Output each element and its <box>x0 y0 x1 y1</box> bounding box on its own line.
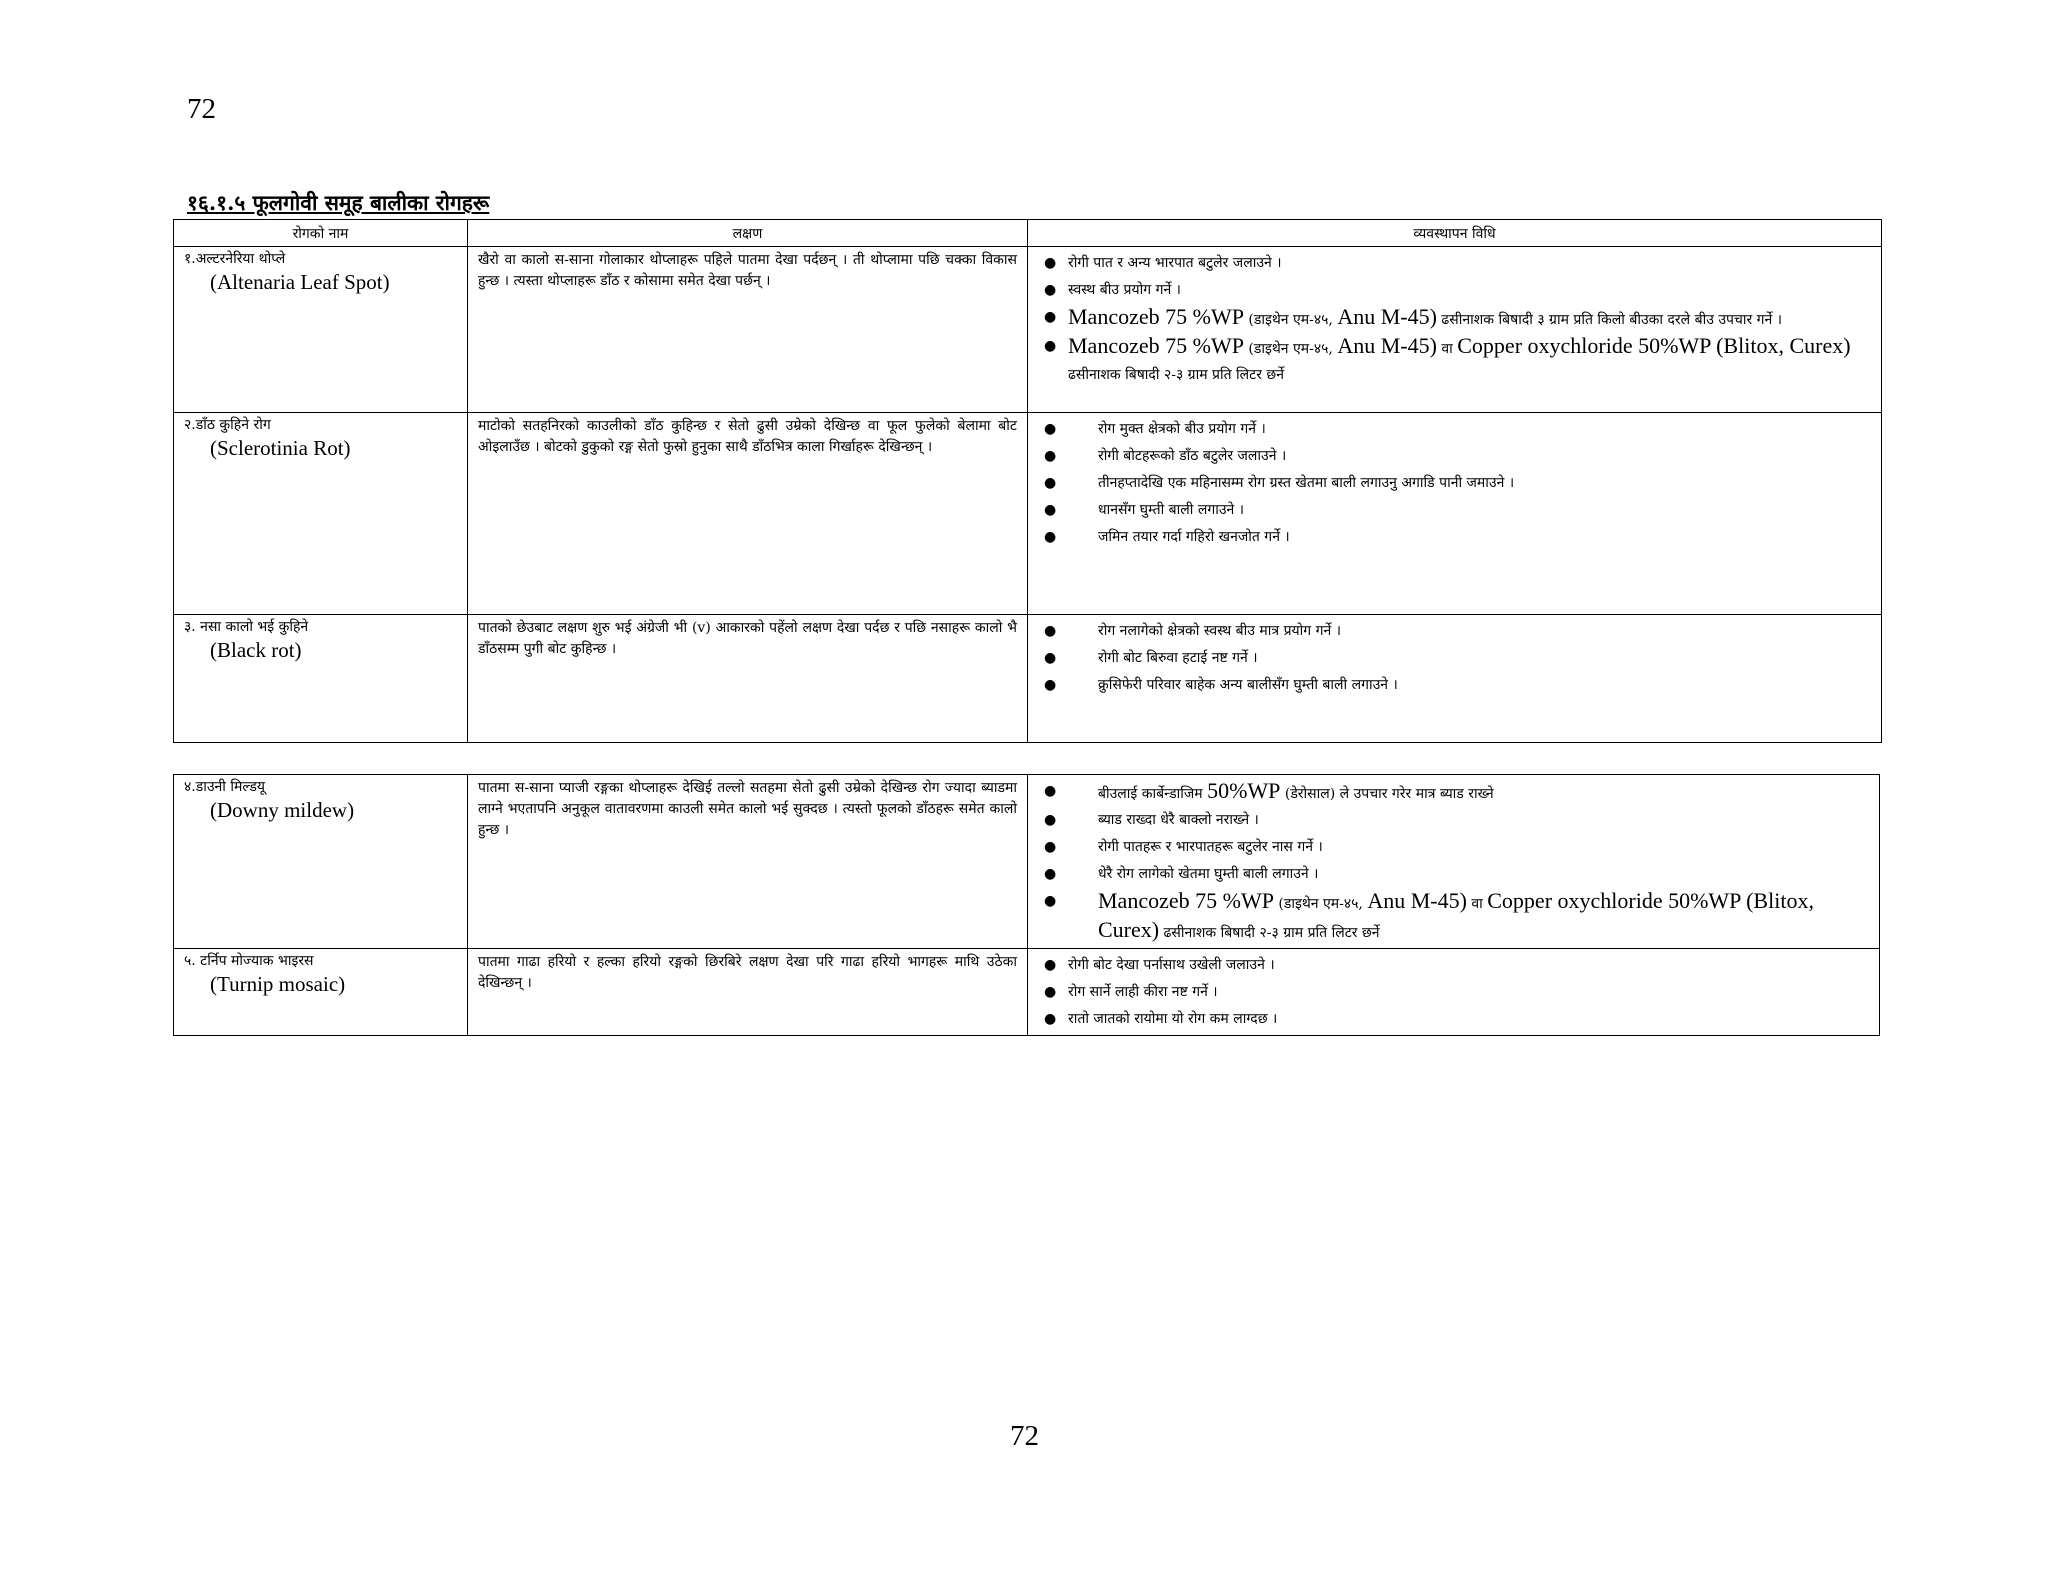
disease-name-english: (Altenaria Leaf Spot) <box>210 270 390 294</box>
bullet-icon: ● <box>1044 529 1057 545</box>
list-item: ● रोगी पात र अन्य भारपात बटुलेर जलाउने । <box>1038 250 1871 277</box>
bullet-icon: ● <box>1044 502 1057 518</box>
table-row <box>174 775 1880 949</box>
bullet-icon: ● <box>1044 677 1057 693</box>
list-item: ● Mancozeb 75 %WP (डाइथेन एम-४५, Anu M-45) वा Copper oxychloride 50%WP (Blitox, Curex) ढसीनाशक बिषादी २-३ ग्राम प्रति लिटर छर्ने <box>1044 333 1851 383</box>
bullet-icon: ● <box>1044 475 1057 491</box>
disease-name-nepali: ४.डाउनी मिल्डयू <box>184 779 265 795</box>
disease-name-cell <box>174 615 468 743</box>
disease-name-cell <box>174 949 468 1036</box>
bullet-icon: ● <box>1044 812 1057 828</box>
management-list <box>1038 250 1871 388</box>
list-item: ● क्रुसिफेरी परिवार बाहेक अन्य बालीसँग घुम्ती बाली लगाउने । <box>1038 672 1871 699</box>
symptom-cell <box>468 775 1028 949</box>
list-item: ● धेरै रोग लागेको खेतमा घुम्ती बाली लगाउने । <box>1038 861 1869 888</box>
table-row <box>174 247 1882 413</box>
list-item: ● जमिन तयार गर्दा गहिरो खनजोत गर्ने । <box>1038 524 1871 551</box>
bullet-icon: ● <box>1044 338 1057 354</box>
list-item: ● तीनहप्तादेखि एक महिनासम्म रोग ग्रस्त खेतमा बाली लगाउनु अगाडि पानी जमाउने । <box>1038 470 1871 497</box>
management-list <box>1038 618 1871 699</box>
disease-name-english: (Downy mildew) <box>210 798 355 822</box>
symptom-cell <box>468 615 1028 743</box>
list-item: ● रोगी बोट बिरुवा हटाई नष्ट गर्ने । <box>1038 645 1871 672</box>
disease-name-cell <box>174 247 468 413</box>
symptom-text: पातको छेउबाट लक्षण शुरु भई अंग्रेजी भी (v) आकारको पहेंलो लक्षण देखा पर्दछ र पछि नसाहरू कालो भै डाँठसम्म पुगी बोट कुहिन्छ । <box>478 620 1017 657</box>
management-cell <box>1028 775 1880 949</box>
bullet-icon: ● <box>1044 448 1057 464</box>
symptom-text: माटोको सतहनिरको काउलीको डाँठ कुहिन्छ र सेतो ढुसी उम्रेको देखिन्छ वा फूल फुलेको बेलामा बोट ओइलाउँछ । बोटको डुकुको रङ्ग सेतो फुस्रो हुनुका साथै डाँठभित्र काला गिर्खाहरू देखिन्छन् । <box>478 418 1017 455</box>
list-item: ● रोगी पातहरू र भारपातहरू बटुलेर नास गर्ने । <box>1038 834 1869 861</box>
symptom-cell <box>468 413 1028 615</box>
bullet-icon: ● <box>1044 839 1057 855</box>
table-row <box>174 413 1882 615</box>
management-cell <box>1028 413 1882 615</box>
page-number-top: 72 <box>187 93 216 125</box>
bullet-icon: ● <box>1044 309 1057 325</box>
symptom-cell <box>468 949 1028 1036</box>
disease-name-nepali: २.डाँठ कुहिने रोग <box>184 417 271 433</box>
header-disease-name: रोगको नाम <box>174 220 468 247</box>
bullet-icon: ● <box>1044 623 1057 639</box>
disease-name-english: (Black rot) <box>210 638 302 662</box>
symptom-text: पातमा स-साना प्याजी रङ्गका थोप्लाहरू देखिई तल्लो सतहमा सेतो ढुसी उम्रेको देखिन्छ रोग ज्यादा ब्याडमा लाग्ने भएतापनि अनुकूल वातावरणमा काउली समेत कालो भई सुक्दछ । त्यस्तो फूलको डाँठहरू समेत कालो हुन्छ । <box>478 780 1017 838</box>
list-item: ● रोगी बोट देखा पर्नासाथ उखेली जलाउने । <box>1038 952 1869 979</box>
bullet-icon: ● <box>1044 255 1057 271</box>
bullet-icon: ● <box>1044 783 1057 799</box>
table-row <box>174 949 1880 1036</box>
bullet-icon: ● <box>1044 282 1057 298</box>
page-number-bottom: 72 <box>1010 1420 1039 1452</box>
disease-name-cell <box>174 775 468 949</box>
symptom-text: खैरो वा कालो स-साना गोलाकार थोप्लाहरू पहिले पातमा देखा पर्दछन् । ती थोप्लामा पछि चक्का विकास हुन्छ । त्यस्ता थोप्लाहरू डाँठ र कोसामा समेत देखा पर्छन् । <box>478 252 1017 289</box>
symptom-cell <box>468 247 1028 413</box>
header-management: व्यवस्थापन विधि <box>1028 220 1882 247</box>
list-item: ● रोगी बोटहरूको डाँठ बटुलेर जलाउने । <box>1038 443 1871 470</box>
management-cell <box>1028 949 1880 1036</box>
management-cell <box>1028 247 1882 413</box>
list-item: ● Mancozeb 75 %WP (डाइथेन एम-४५, Anu M-45) ढसीनाशक बिषादी ३ ग्राम प्रति किलो बीउका दरले बीउ उपचार गर्ने । <box>1044 304 1783 329</box>
disease-table-part-2 <box>173 774 1880 1036</box>
disease-name-nepali: ३. नसा कालो भई कुहिने <box>184 619 309 635</box>
bullet-icon: ● <box>1044 957 1057 973</box>
management-list <box>1038 952 1869 1033</box>
management-list <box>1038 416 1871 551</box>
table-header-row <box>174 220 1882 247</box>
list-item: ● ब्याड राख्दा धेरै बाक्लो नराख्ने । <box>1038 807 1869 834</box>
table-row <box>174 615 1882 743</box>
list-item: ● Mancozeb 75 %WP (डाइथेन एम-४५, Anu M-45) वा Copper oxychloride 50%WP (Blitox, Curex) ढसीनाशक बिषादी २-३ ग्राम प्रति लिटर छर्ने <box>1044 888 1814 942</box>
disease-table-part-1 <box>173 219 1882 743</box>
list-item: ● बीउलाई कार्बेन्डाजिम 50%WP (डेरोसाल) ले उपचार गरेर मात्र ब्याड राख्ने <box>1044 778 1494 803</box>
list-item: ● रातो जातको रायोमा यो रोग कम लाग्दछ । <box>1038 1006 1869 1033</box>
bullet-icon: ● <box>1044 650 1057 666</box>
list-item: ● स्वस्थ बीउ प्रयोग गर्ने । <box>1038 277 1871 304</box>
disease-name-nepali: ५. टर्निप मोज्याक भाइरस <box>184 953 314 969</box>
disease-name-english: (Turnip mosaic) <box>210 972 346 996</box>
list-item: ● रोग मुक्त क्षेत्रको बीउ प्रयोग गर्ने । <box>1038 416 1871 443</box>
management-list <box>1038 778 1869 946</box>
disease-name-english: (Sclerotinia Rot) <box>210 436 351 460</box>
bullet-icon: ● <box>1044 984 1057 1000</box>
list-item: ● रोग सार्ने लाही कीरा नष्ट गर्ने । <box>1038 979 1869 1006</box>
disease-name-cell <box>174 413 468 615</box>
list-item: ● रोग नलागेको क्षेत्रको स्वस्थ बीउ मात्र प्रयोग गर्ने । <box>1038 618 1871 645</box>
list-item: ● धानसँग घुम्ती बाली लगाउने । <box>1038 497 1871 524</box>
symptom-text: पातमा गाढा हरियो र हल्का हरियो रङ्गको छिरबिरे लक्षण देखा परि गाढा हरियो भागहरू माथि उठेका देखिन्छन् । <box>478 954 1017 991</box>
section-title: १६.१.५ फूलगोवी समूह बालीका रोगहरू <box>187 190 490 215</box>
bullet-icon: ● <box>1044 1011 1057 1027</box>
management-cell <box>1028 615 1882 743</box>
bullet-icon: ● <box>1044 421 1057 437</box>
disease-name-nepali: १.अल्टरनेरिया थोप्ले <box>184 251 286 267</box>
header-symptom: लक्षण <box>468 220 1028 247</box>
bullet-icon: ● <box>1044 893 1057 909</box>
bullet-icon: ● <box>1044 866 1057 882</box>
